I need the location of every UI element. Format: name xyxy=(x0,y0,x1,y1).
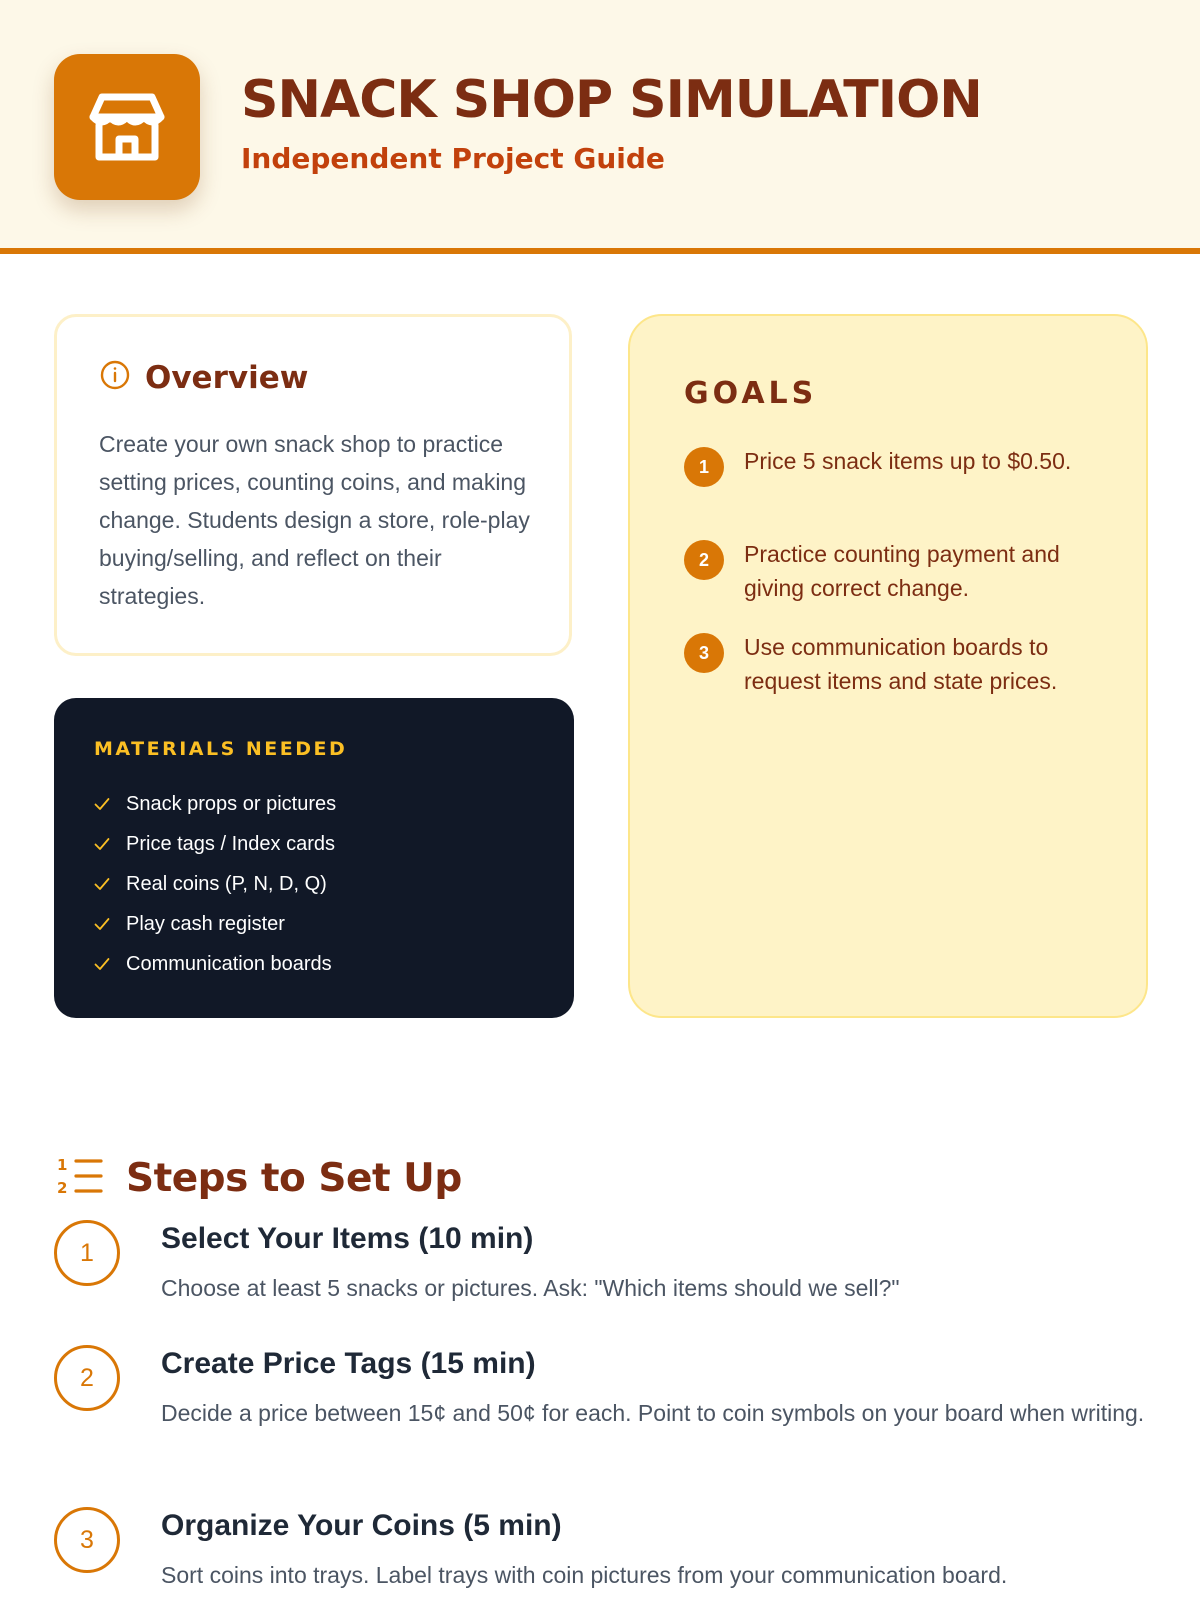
goal-text: Practice counting payment and giving correct change. xyxy=(744,541,1060,601)
numbered-list-icon xyxy=(56,1155,104,1202)
goals-card xyxy=(628,314,1148,1018)
goal-item xyxy=(684,630,1116,698)
page-header xyxy=(0,0,1200,254)
goal-text: Use communication boards to request items and state prices. xyxy=(744,634,1058,694)
goal-item xyxy=(684,444,1116,487)
checkmark-icon xyxy=(94,877,126,891)
steps-heading xyxy=(56,1124,462,1234)
goal-item xyxy=(684,537,1116,605)
step-number-circle: 3 xyxy=(54,1507,120,1573)
material-item-label: Communication boards xyxy=(126,952,332,975)
material-item xyxy=(94,824,336,864)
step-title: Select Your Items (10 min) xyxy=(161,1222,534,1255)
svg-text:2: 2 xyxy=(57,1179,68,1198)
checkmark-icon xyxy=(94,837,126,851)
page-title: SNACK SHOP SIMULATION xyxy=(241,70,982,130)
goal-number-badge: 3 xyxy=(684,633,724,673)
material-item-label: Price tags / Index cards xyxy=(126,832,335,855)
overview-text: Create your own snack shop to practice setting prices, counting coins, and making change. Students design a store, role-play buying/selling, and reflect on their strategies. xyxy=(99,431,530,609)
svg-text:1: 1 xyxy=(57,1156,68,1175)
materials-card xyxy=(54,698,574,1018)
goal-text: Price 5 snack items up to $0.50. xyxy=(744,448,1072,474)
materials-title: MATERIALS NEEDED xyxy=(94,738,348,760)
material-item xyxy=(94,784,336,824)
steps-title: Steps to Set Up xyxy=(126,1156,462,1202)
overview-title: Overview xyxy=(145,359,309,396)
storefront-icon xyxy=(54,54,200,200)
checkmark-icon xyxy=(94,957,126,971)
material-item-label: Snack props or pictures xyxy=(126,792,337,815)
overview-heading xyxy=(99,359,308,396)
step-title: Organize Your Coins (5 min) xyxy=(161,1509,562,1542)
overview-card xyxy=(54,314,572,656)
material-item xyxy=(94,944,336,984)
step-number-circle: 1 xyxy=(54,1220,120,1286)
step-description: Decide a price between 15¢ and 50¢ for each. Point to coin symbols on your board when writing. xyxy=(161,1400,1145,1426)
info-circle-icon xyxy=(99,359,131,396)
goal-number-badge: 1 xyxy=(684,447,724,487)
checkmark-icon xyxy=(94,797,126,811)
goal-number-badge: 2 xyxy=(684,540,724,580)
material-item xyxy=(94,904,336,944)
step-description: Choose at least 5 snacks or pictures. Ask: "Which items should we sell?" xyxy=(161,1275,900,1301)
material-item xyxy=(94,864,336,904)
materials-list xyxy=(94,784,336,984)
material-item-label: Play cash register xyxy=(126,912,285,935)
checkmark-icon xyxy=(94,917,126,931)
page-subtitle: Independent Project Guide xyxy=(241,142,665,175)
step-description: Sort coins into trays. Label trays with coin pictures from your communication board. xyxy=(161,1562,1008,1588)
goals-title: GOALS xyxy=(684,376,818,411)
step-number-circle: 2 xyxy=(54,1345,120,1411)
step-title: Create Price Tags (15 min) xyxy=(161,1347,536,1380)
material-item-label: Real coins (P, N, D, Q) xyxy=(126,872,327,895)
